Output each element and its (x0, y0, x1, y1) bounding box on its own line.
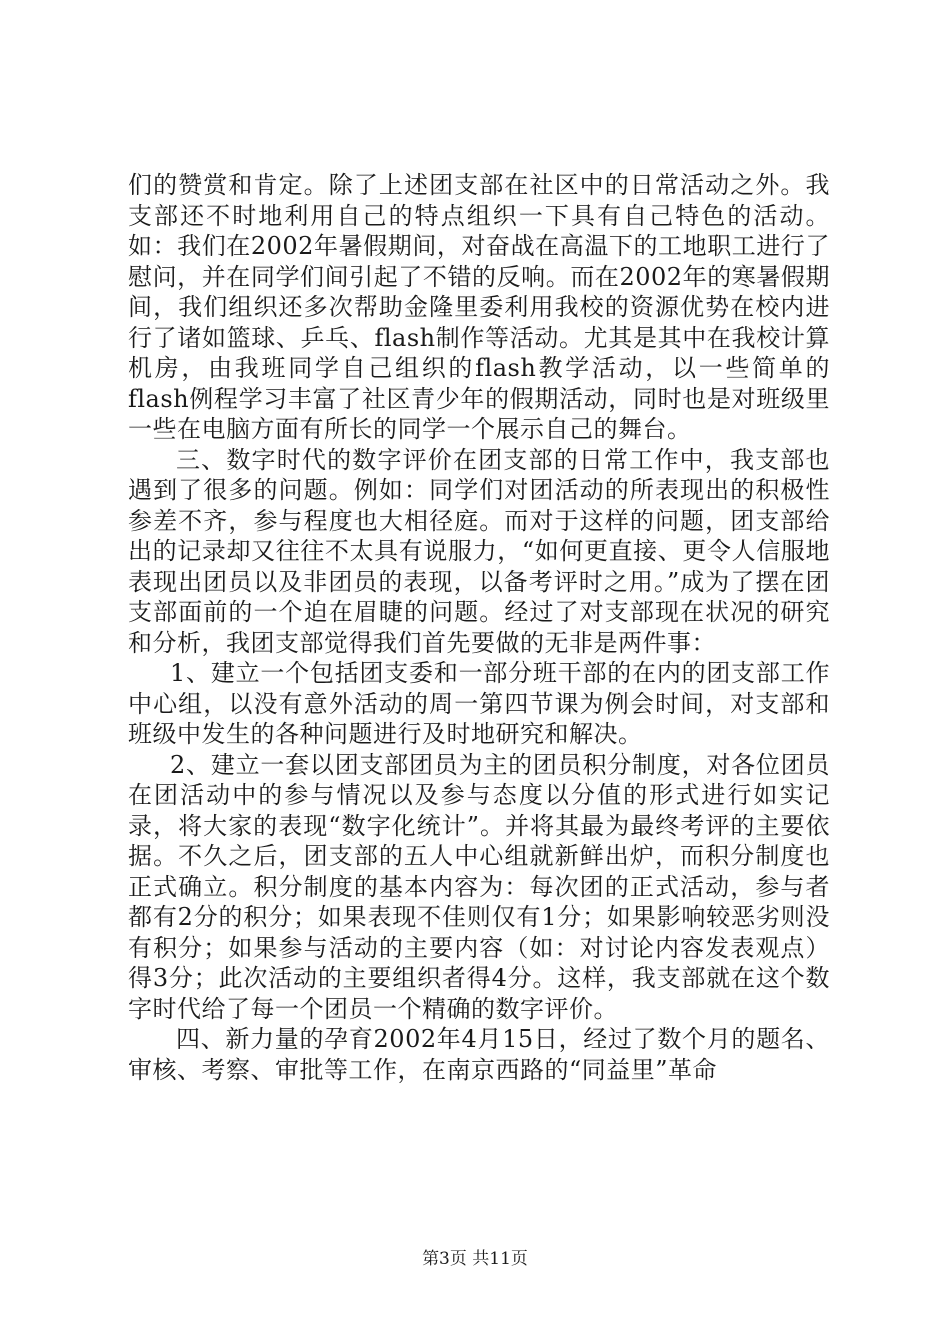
paragraph-1: 们的赞赏和肯定。除了上述团支部在社区中的日常活动之外。我支部还不时地利用自己的特点组织一下具有自己特色的活动。如：我们在2002年暑假期间，对奋战在高温下的工地职工进行了慰问，并在同学们间引起了不错的反响。而在2002年的寒暑假期间，我们组织还多次帮助金隆里委利用我校的资源优势在校内进行了诸如篮球、乒乓、flash制作等活动。尤其是其中在我校计算机房，由我班同学自己组织的flash教学活动，以一些简单的flash例程学习丰富了社区青少年的假期活动，同时也是对班级里一些在电脑方面有所长的同学一个展示自己的舞台。 (128, 171, 830, 443)
paragraph-5: 四、新力量的孕育2002年4月15日，经过了数个月的题名、审核、考察、审批等工作，在南京西路的“同益里”革命 (128, 1025, 830, 1084)
paragraph-3: 1、建立一个包括团支委和一部分班干部的在内的团支部工作中心组，以没有意外活动的周一第四节课为例会时间，对支部和班级中发生的各种问题进行及时地研究和解决。 (128, 659, 830, 748)
document-body (128, 170, 830, 1085)
page-footer: 第3页 共11页 (422, 1249, 528, 1269)
paragraph-4: 2、建立一套以团支部团员为主的团员积分制度，对各位团员在团活动中的参与情况以及参与态度以分值的形式进行如实记录，将大家的表现“数字化统计”。并将其最为最终考评的主要依据。不久之后，团支部的五人中心组就新鲜出炉，而积分制度也正式确立。积分制度的基本内容为：每次团的正式活动，参与者都有2分的积分；如果表现不佳则仅有1分；如果影响较恶劣则没有积分；如果参与活动的主要内容（如：对讨论内容发表观点）得3分；此次活动的主要组织者得4分。这样，我支部就在这个数字时代给了每一个团员一个精确的数字评价。 (128, 750, 830, 1023)
paragraph-2: 三、数字时代的数字评价在团支部的日常工作中，我支部也遇到了很多的问题。例如：同学们对团活动的所表现出的积极性参差不齐，参与程度也大相径庭。而对于这样的问题，团支部给出的记录却又往往不太具有说服力，“如何更直接、更令人信服地表现出团员以及非团员的表现，以备考评时之用。”成为了摆在团支部面前的一个迫在眉睫的问题。经过了对支部现在状况的研究和分析，我团支部觉得我们首先要做的无非是两件事： (128, 445, 830, 657)
